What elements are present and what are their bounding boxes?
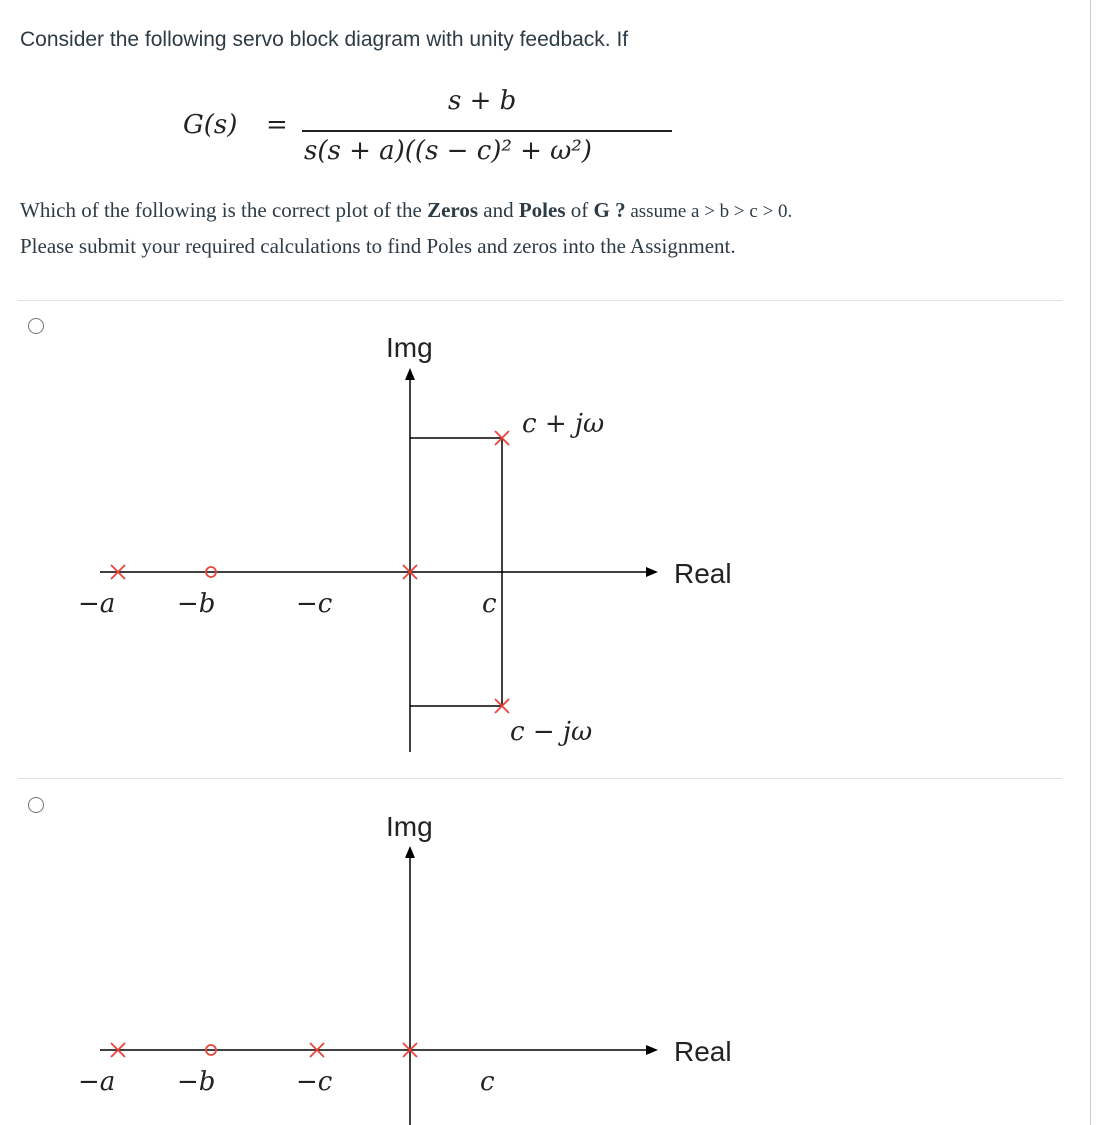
question-intro: Consider the following servo block diagram with unity feedback. If: [20, 28, 629, 51]
q-of: of: [565, 198, 594, 222]
opt2-label-neg-a: −a: [78, 1067, 116, 1097]
opt1-img-label: Img: [386, 332, 433, 363]
q-zeros: Zeros: [427, 198, 479, 222]
opt2-label-neg-c: −c: [296, 1067, 333, 1097]
opt1-label-c-plus-jw: c + jω: [522, 409, 605, 439]
opt1-real-arrow: [646, 567, 658, 577]
opt2-label-c: c: [480, 1067, 495, 1097]
question-line-1: [20, 198, 792, 223]
opt2-img-label: Img: [386, 811, 433, 842]
opt1-real-label: Real: [674, 558, 732, 589]
fraction-bar: [302, 130, 672, 132]
opt2-real-arrow: [646, 1045, 658, 1055]
q-and: and: [478, 198, 519, 222]
content-right-border: [1090, 0, 1091, 1125]
opt1-label-neg-a: −a: [78, 589, 116, 619]
opt1-label-c: c: [482, 589, 497, 619]
question-line-2: Please submit your required calculations to find Poles and zeros into the Assignment.: [20, 234, 736, 258]
q-g: G ?: [593, 198, 626, 222]
opt1-label-neg-c: −c: [296, 589, 333, 619]
opt2-imag-arrow: [405, 846, 415, 858]
q-prefix: Which of the following is the correct plot of the: [20, 198, 428, 222]
q-poles: Poles: [518, 198, 566, 222]
formula-numerator: s + b: [448, 86, 517, 116]
option-2-pole-zero-plot: [0, 778, 1090, 1125]
q-assume: assume a > b > c > 0.: [625, 201, 793, 222]
option-1-pole-zero-plot: [0, 300, 1090, 770]
formula-lhs: G(s): [183, 110, 238, 140]
opt2-label-neg-b: −b: [177, 1067, 216, 1097]
opt1-label-neg-b: −b: [177, 589, 216, 619]
formula-denominator: s(s + a)((s − c)² + ω²): [304, 136, 592, 166]
opt2-real-label: Real: [674, 1036, 732, 1067]
opt1-imag-arrow: [405, 368, 415, 380]
formula-equals: =: [266, 110, 288, 140]
opt1-label-c-minus-jw: c − jω: [510, 717, 593, 747]
